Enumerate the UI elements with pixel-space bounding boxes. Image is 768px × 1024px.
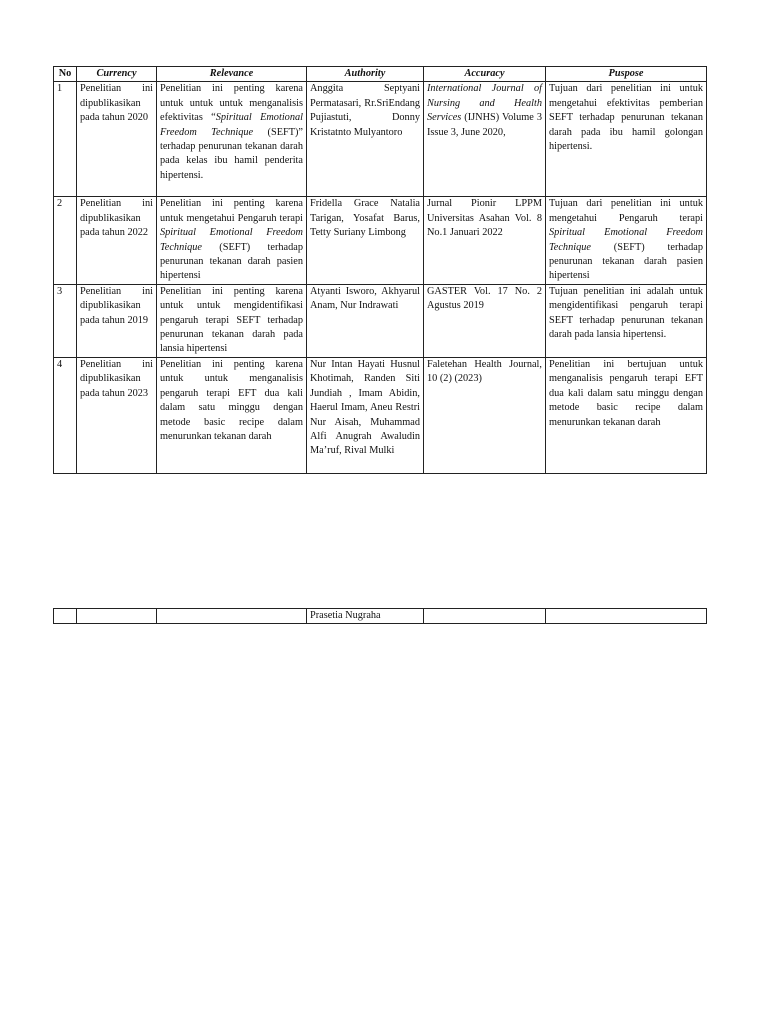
cell-currency: Penelitian ini dipublikasikan pada tahun 2020 <box>77 82 157 197</box>
cell-currency: Penelitian ini dipublikasikan pada tahun 2022 <box>77 197 157 284</box>
cell-accuracy <box>424 82 546 197</box>
cell-purpose: Tujuan penelitian ini adalah untuk mengidentifikasi pengaruh terapi SEFT terhadap penurunan tekanan darah pada lansia hipertensi. <box>546 284 707 357</box>
relevance-italic-term: Spiritual Emotional Freedom Technique <box>160 227 303 253</box>
journal-name: International Journal of Nursing and Health Services <box>427 83 542 124</box>
header-authority: Authority <box>307 67 424 82</box>
cell-accuracy <box>424 609 546 624</box>
cell-accuracy: GASTER Vol. 17 No. 2 Agustus 2019 <box>424 284 546 357</box>
cell-no: 3 <box>54 284 77 357</box>
cell-currency <box>77 609 157 624</box>
cell-currency: Penelitian ini dipublikasikan pada tahun 2019 <box>77 284 157 357</box>
table-row <box>54 82 707 197</box>
table-header-row <box>54 67 707 82</box>
cell-no: 2 <box>54 197 77 284</box>
cell-no <box>54 609 77 624</box>
continuation-table <box>53 608 707 624</box>
cell-purpose <box>546 609 707 624</box>
cell-currency: Penelitian ini dipublikasikan pada tahun 2023 <box>77 357 157 473</box>
header-no: No <box>54 67 77 82</box>
cell-authority: Nur Intan Hayati Husnul Khotimah, Randen Siti Jundiah , Imam Abidin, Haerul Imam, Aneu Restri Nur Aisah, Muhammad Alfi Anugrah Awaludin Ma’ruf, Rival Mulki <box>307 357 424 473</box>
cell-authority: Prasetia Nugraha <box>307 609 424 624</box>
cell-relevance <box>157 197 307 284</box>
table-row <box>54 609 707 624</box>
cell-purpose: Tujuan dari penelitian ini untuk mengetahui efektivitas pemberian SEFT terhadap penurunan tekanan darah pada ibu hamil golongan hipertensi. <box>546 82 707 197</box>
cell-relevance: Penelitian ini penting karena untuk untuk menganalisis pengaruh terapi EFT dua kali dalam satu minggu dengan metode basic recipe dalam menurunkan tekanan darah <box>157 357 307 473</box>
literature-table <box>53 66 707 474</box>
relevance-text: Penelitian ini penting karena untuk untuk untuk menganalisis efektivitas “ <box>160 83 303 124</box>
header-puspose: Puspose <box>546 67 707 82</box>
header-currency: Currency <box>77 67 157 82</box>
table-row <box>54 284 707 357</box>
purpose-text-end: (SEFT) terhadap penurunan tekanan darah pasien hipertensi <box>549 241 703 282</box>
relevance-text-end: (SEFT)” terhadap penurunan tekanan darah pada kelas ibu hamil penderita hipertensi. <box>160 126 303 181</box>
relevance-text: Penelitian ini penting karena untuk mengetahui Pengaruh terapi <box>160 198 303 224</box>
table-row <box>54 357 707 473</box>
cell-purpose <box>546 197 707 284</box>
table-row <box>54 197 707 284</box>
header-accuracy: Accuracy <box>424 67 546 82</box>
cell-relevance <box>157 82 307 197</box>
cell-no: 1 <box>54 82 77 197</box>
journal-details: (IJNHS) Volume 3 Issue 3, June 2020, <box>427 112 542 138</box>
cell-authority: Atyanti Isworo, Akhyarul Anam, Nur Indrawati <box>307 284 424 357</box>
cell-authority: Anggita Septyani Permatasari, Rr.SriEndang Pujiastuti, Donny Kristatnto Mulyantoro <box>307 82 424 197</box>
cell-purpose: Penelitian ini bertujuan untuk menganalisis pengaruh terapi EFT dua kali dalam satu minggu dengan metode basic recipe dalam menurunkan tekanan darah <box>546 357 707 473</box>
purpose-text: Tujuan dari penelitian ini untuk mengetahui Pengaruh terapi <box>549 198 703 224</box>
cell-no: 4 <box>54 357 77 473</box>
cell-relevance <box>157 609 307 624</box>
relevance-text-end: (SEFT) terhadap penurunan tekanan darah pasien hipertensi <box>160 241 303 282</box>
cell-authority: Fridella Grace Natalia Tarigan, Yosafat Barus, Tetty Suriany Limbong <box>307 197 424 284</box>
cell-relevance: Penelitian ini penting karena untuk untuk mengidentifikasi pengaruh terapi SEFT terhadap penurunan tekanan darah pada lansia hipertensi <box>157 284 307 357</box>
cell-accuracy: Jurnal Pionir LPPM Universitas Asahan Vol. 8 No.1 Januari 2022 <box>424 197 546 284</box>
purpose-italic-term: Spiritual Emotional Freedom Technique <box>549 227 703 253</box>
relevance-italic-term: Spiritual Emotional Freedom Technique <box>160 112 303 138</box>
cell-accuracy: Faletehan Health Journal, 10 (2) (2023) <box>424 357 546 473</box>
header-relevance: Relevance <box>157 67 307 82</box>
